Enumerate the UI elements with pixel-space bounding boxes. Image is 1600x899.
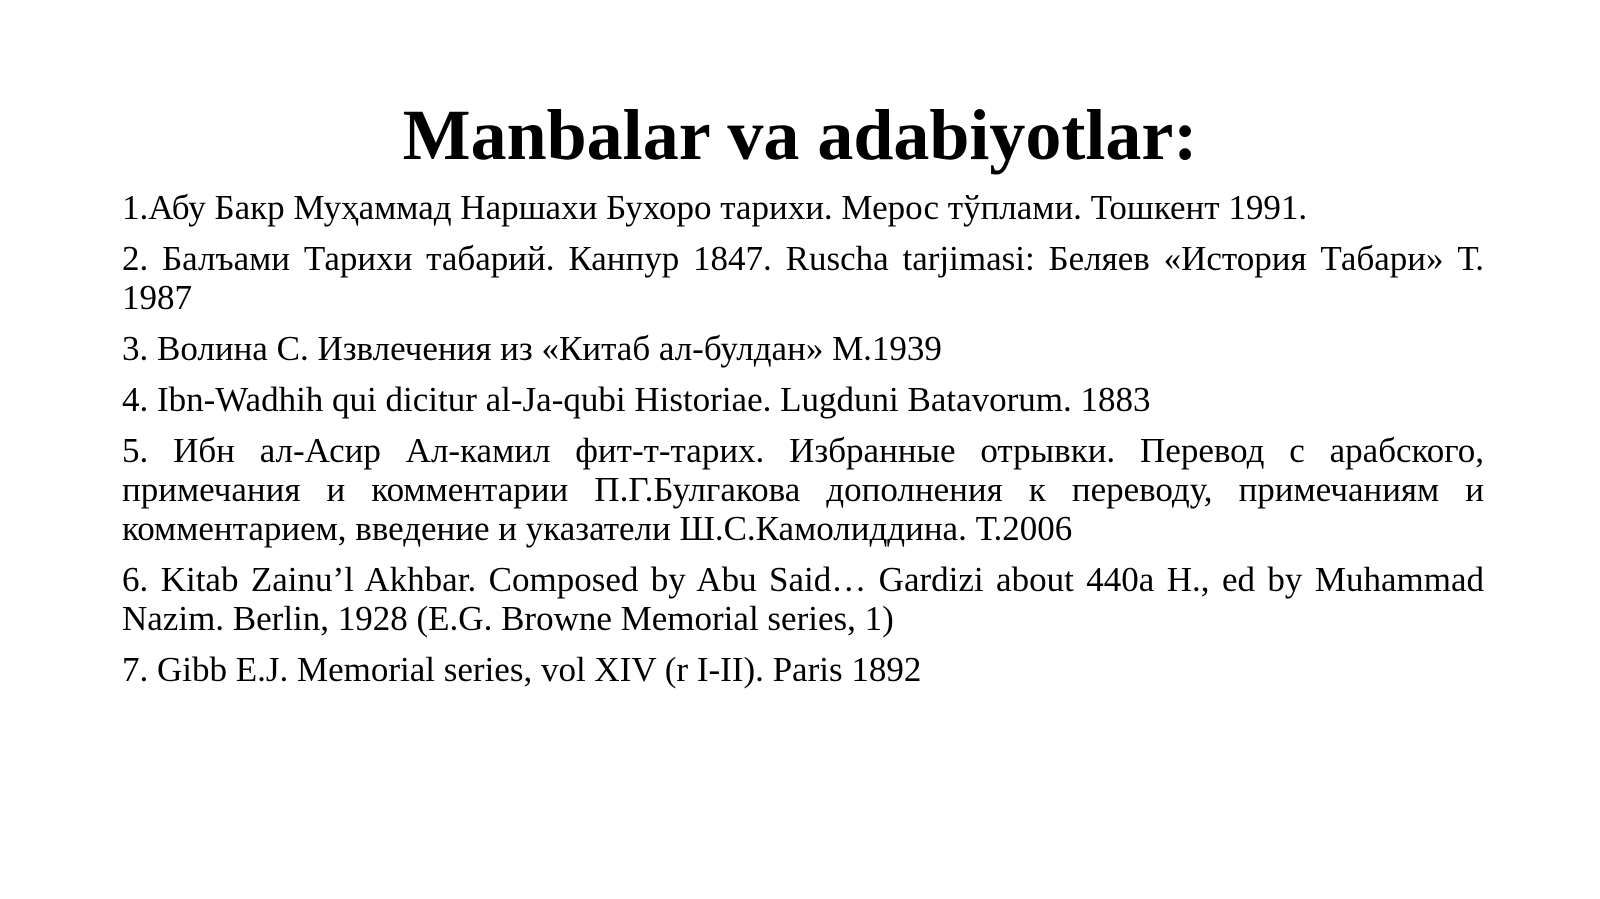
reference-item: 5. Ибн ал-Асир Ал-камил фит-т-тарих. Избранные отрывки. Перевод с арабского, примечания и комментарии П.Г.Булгакова дополнения к переводу, примечаниям и комментарием, введение и указатели Ш.С.Камолиддина. Т.2006 <box>122 431 1484 548</box>
slide-title: Manbalar va adabiyotlar: <box>402 95 1198 175</box>
reference-item: 7. Gibb E.J. Memorial series, vol XIV (r I-II). Paris 1892 <box>122 650 922 689</box>
reference-item: 4. Ibn-Wadhih qui dicitur al-Ja-qubi Historiae. Lugduni Batavorum. 1883 <box>122 380 1151 419</box>
reference-item: 3. Волина С. Извлечения из «Китаб ал-булдан» М.1939 <box>122 329 942 368</box>
reference-item: 6. Kitab Zainu’l Akhbar. Composed by Abu Said… Gardizi about 440a H., ed by Muhammad Nazim. Berlin, 1928 (E.G. Browne Memorial series, 1) <box>122 560 1484 638</box>
reference-list <box>122 188 1484 701</box>
reference-item: 1.Абу Бакр Муҳаммад Наршахи Бухоро тарихи. Мерос тўплами. Тошкент 1991. <box>122 188 1308 227</box>
reference-item: 2. Балъами Тарихи табарий. Канпур 1847. Ruscha tarjimasi: Беляев «История Табари» Т. 1987 <box>122 239 1484 317</box>
